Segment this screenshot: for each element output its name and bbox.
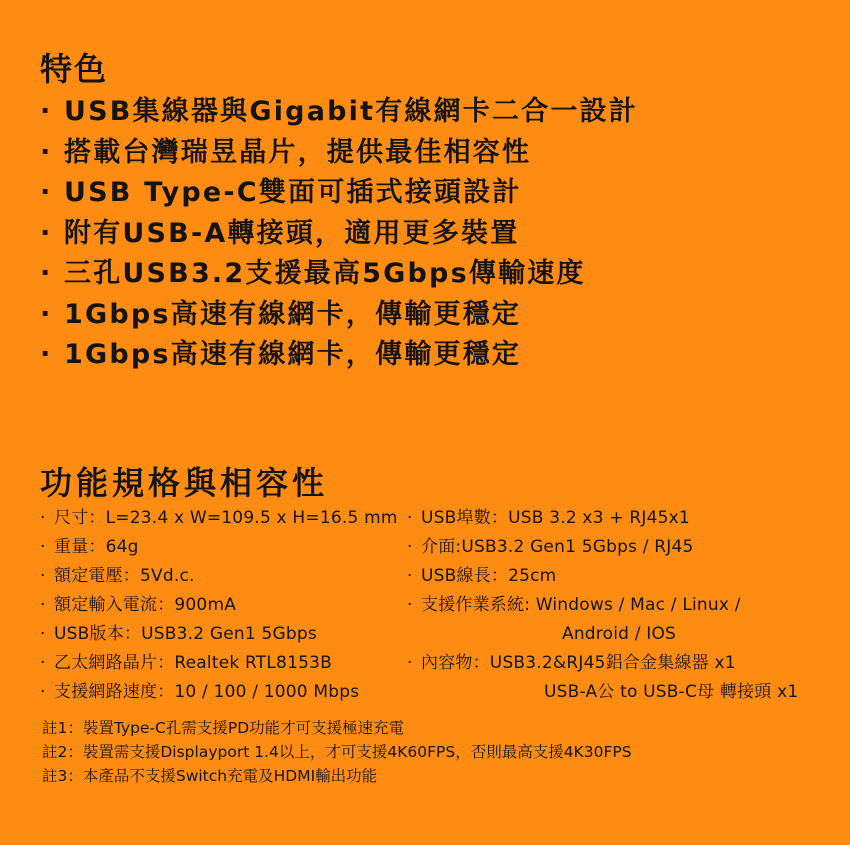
bullet: · [40, 177, 53, 208]
spec-item [407, 591, 798, 620]
feature-item [40, 295, 638, 336]
bullet: · [40, 508, 46, 528]
spec-current: 額定輸入電流：900mA [54, 595, 237, 615]
bullet: · [40, 537, 46, 557]
spec-contents-continued: USB-A公 to USB-C母 轉接頭 x1 [544, 682, 799, 702]
spec-item [407, 504, 798, 533]
spec-usb-version: USB版本：USB3.2 Gen1 5Gbps [54, 624, 317, 644]
note-item: 註3：本產品不支援Switch充電及HDMI輸出功能 [42, 767, 378, 785]
spec-os-continued: Android / IOS [562, 624, 677, 644]
feature-text: 附有USB-A轉接頭，適用更多裝置 [64, 217, 520, 249]
spec-item [40, 591, 398, 620]
spec-item-continuation [407, 678, 798, 707]
bullet: · [40, 653, 46, 673]
spec-os: 支援作業系統: Windows / Mac / Linux / [421, 595, 741, 615]
spec-ethernet-chip: 乙太網路晶片：Realtek RTL8153B [54, 653, 332, 673]
bullet: · [40, 217, 53, 249]
features-list [40, 92, 638, 376]
spec-dimensions: 尺寸：L=23.4 x W=109.5 x H=16.5 mm [54, 508, 398, 528]
bullet: · [40, 136, 53, 168]
feature-item [40, 133, 638, 174]
spec-interface: 介面:USB3.2 Gen1 5Gbps / RJ45 [421, 537, 694, 557]
bullet: · [40, 595, 46, 615]
note-item: 註2：裝置需支援Displayport 1.4以上，才可支援4K60FPS，否則最高支援4K30FPS [42, 743, 632, 761]
spec-item [40, 678, 398, 707]
feature-text: 三孔USB3.2支援最高5Gbps傳輸速度 [64, 258, 586, 289]
bullet: · [40, 339, 53, 370]
bullet: · [407, 566, 413, 586]
spec-list-right [407, 504, 798, 707]
bullet: · [407, 595, 413, 615]
spec-item [407, 562, 798, 591]
spec-network-speed: 支援網路速度：10 / 100 / 1000 Mbps [54, 682, 360, 702]
bullet: · [407, 537, 413, 557]
feature-text: USB Type-C雙面可插式接頭設計 [64, 177, 522, 208]
feature-item [40, 335, 638, 376]
feature-item [40, 92, 638, 133]
feature-item [40, 254, 638, 295]
bullet: · [40, 96, 53, 127]
spec-weight: 重量：64g [54, 537, 139, 557]
feature-item [40, 173, 638, 214]
bullet: · [40, 298, 53, 330]
feature-text: 搭載台灣瑞昱晶片，提供最佳相容性 [64, 136, 532, 168]
spec-item-continuation [407, 620, 798, 649]
spec-item [407, 533, 798, 562]
bullet: · [40, 682, 46, 702]
bullet: · [40, 258, 53, 289]
bullet: · [407, 653, 413, 673]
specs-title: 功能規格與相容性 [40, 464, 329, 502]
features-title: 特色 [40, 50, 109, 88]
spec-ports: USB埠數：USB 3.2 x3 + RJ45x1 [421, 508, 690, 528]
spec-item [40, 533, 398, 562]
spec-item [40, 620, 398, 649]
bullet: · [407, 508, 413, 528]
spec-list-left [40, 504, 398, 707]
spec-item [40, 649, 398, 678]
feature-text: 1Gbps高速有線網卡，傳輸更穩定 [64, 298, 522, 330]
spec-contents: 內容物：USB3.2&RJ45鋁合金集線器 x1 [421, 653, 736, 673]
feature-text: USB集線器與Gigabit有線網卡二合一設計 [64, 96, 639, 127]
note-item: 註1：裝置Type-C孔需支援PD功能才可支援極速充電 [42, 719, 405, 737]
spec-cable-length: USB線長：25cm [421, 566, 557, 586]
feature-text: 1Gbps高速有線網卡，傳輸更穩定 [64, 339, 522, 370]
spec-item [407, 649, 798, 678]
spec-voltage: 額定電壓：5Vd.c. [54, 566, 195, 586]
spec-item [40, 562, 398, 591]
bullet: · [40, 566, 46, 586]
bullet: · [40, 624, 46, 644]
spec-item [40, 504, 398, 533]
feature-item [40, 214, 638, 255]
notes-list [42, 716, 632, 788]
